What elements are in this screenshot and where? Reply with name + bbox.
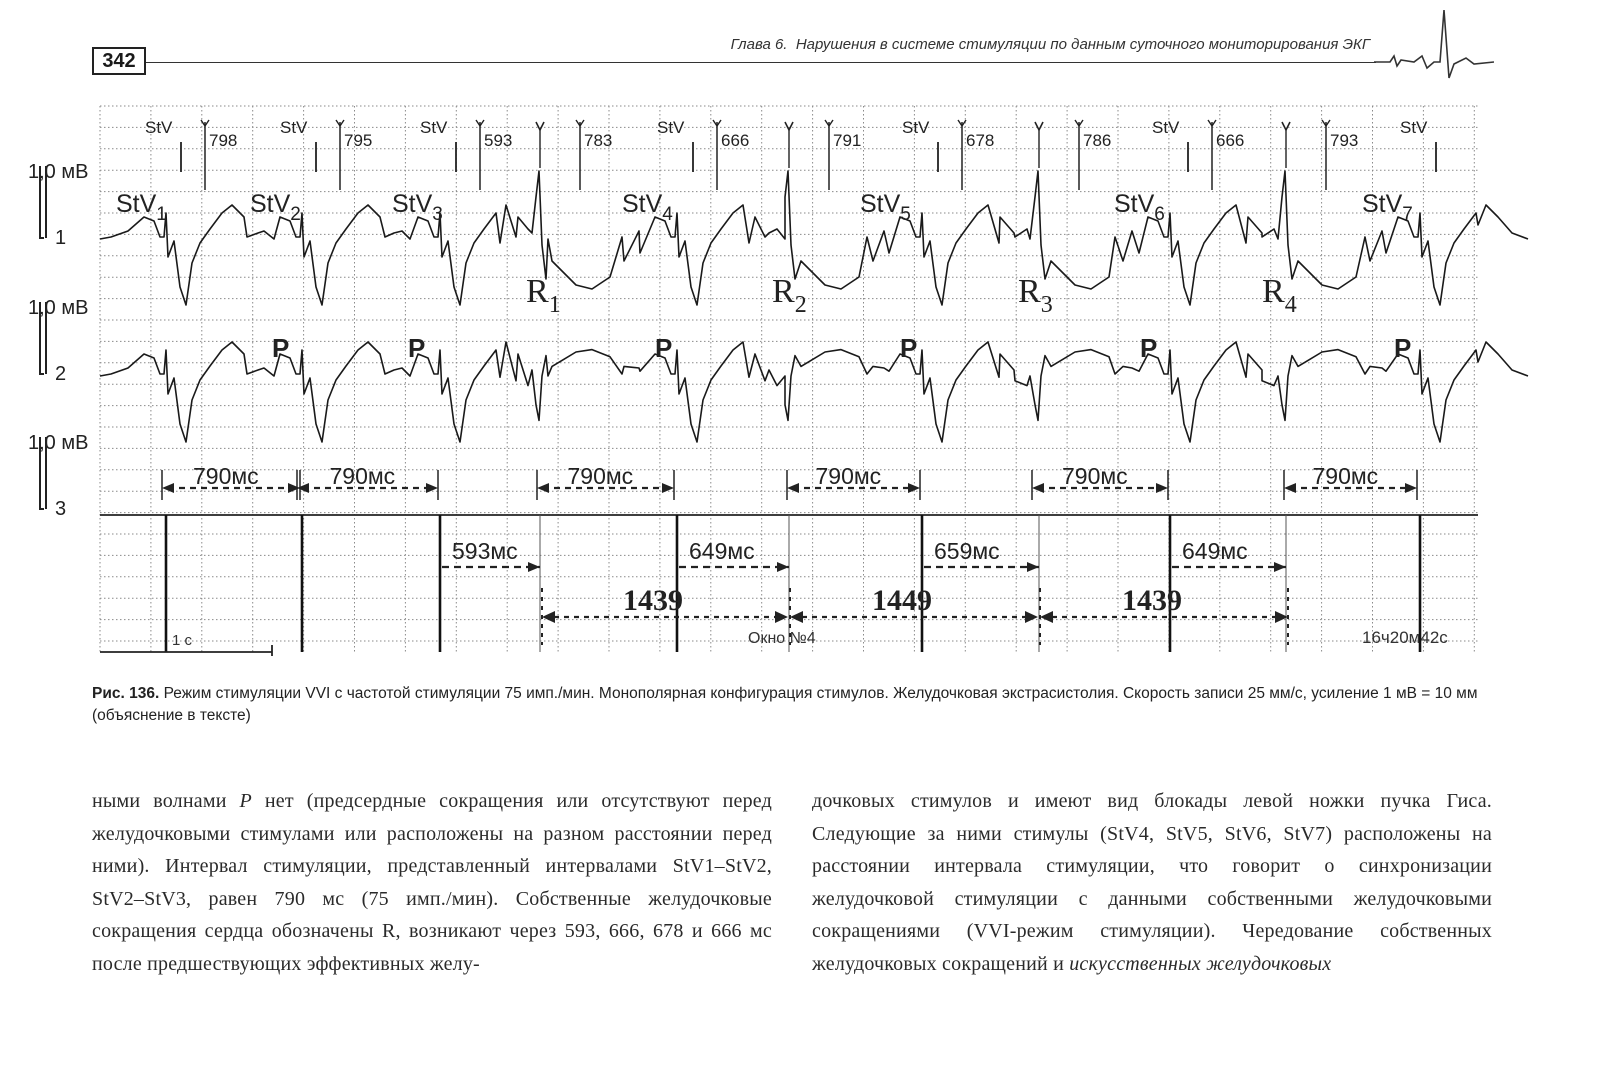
marker-r-symbol <box>536 122 544 130</box>
coupling-interval-head <box>1027 562 1039 572</box>
ecg-channel-1-trace <box>100 171 1528 305</box>
pacing-interval-label: 790мс <box>1062 463 1128 489</box>
scale-label: 1,0 мВ <box>28 297 89 319</box>
p-wave-label: P <box>1394 333 1412 363</box>
marker-stv-label: StV <box>280 118 308 137</box>
marker-r-symbol <box>1282 122 1290 130</box>
marker-stv-label: StV <box>145 118 173 137</box>
stim-label: StV$_1$ <box>116 190 167 225</box>
timestamp-label: 16ч20м42с <box>1362 628 1448 647</box>
channel-number: 3 <box>55 498 67 520</box>
coupling-interval-label: 649мс <box>689 538 755 564</box>
r-label: $R_4$ <box>1262 273 1297 318</box>
r-label: $R_2$ <box>772 273 807 318</box>
body-paragraph-left <box>92 785 772 980</box>
coupling-interval-head <box>528 562 540 572</box>
channel-number: 2 <box>55 363 67 385</box>
sum-interval-head-left <box>1040 611 1053 623</box>
body-text-left-p: P <box>239 790 252 812</box>
sum-interval-label: 1449 <box>872 584 932 617</box>
marker-stv-label: StV <box>902 118 930 137</box>
marker-interval-value: 666 <box>1216 131 1245 150</box>
body-column-left <box>92 785 772 980</box>
pacing-interval-label: 790мс <box>567 463 634 489</box>
marker-interval-value: 798 <box>209 131 238 150</box>
figure-caption <box>92 683 1512 727</box>
pacing-interval-arrow-head-left <box>1032 483 1044 493</box>
r-label: $R_3$ <box>1018 273 1053 318</box>
marker-interval-value: 786 <box>1083 131 1112 150</box>
marker-r-symbol <box>785 122 793 130</box>
sum-interval-head-right <box>775 611 788 623</box>
marker-stv-label: StV <box>1152 118 1180 137</box>
sum-interval-head-left <box>790 611 803 623</box>
body-column-right <box>812 785 1492 980</box>
body-text-right-italic: искусственных желудочковых <box>1069 952 1332 975</box>
page-number: 342 <box>92 47 146 75</box>
marker-interval-value: 666 <box>721 131 750 150</box>
marker-interval-value: 783 <box>584 131 613 150</box>
body-text-left-b: нет (предсердные сокращения или отсутствуют перед желудочковыми стимулами или расположены на разном расстоянии перед ними). Интервал стимуляции, представленный интервалами StV1–StV2, StV2–StV3, равен 790 мс (75 имп./мин). Собственные желудочковые сокращения сердца обозначены R, возникают через 593, 666, 678 и 666 мс после предшествующих эффективных желу- <box>92 790 772 975</box>
marker-interval-value: 791 <box>833 131 862 150</box>
sum-interval-head-left <box>542 611 555 623</box>
p-wave-label: P <box>408 333 426 363</box>
time-scale-label: 1 с <box>172 632 193 649</box>
caption-text: Режим стимуляции VVI с частотой стимуляции 75 имп./мин. Монополярная конфигурация стимулов. Желудочковая экстрасистолия. Скорость записи 25 мм/с, усиление 1 мВ = 10 мм (объяснение в тексте) <box>92 685 1478 724</box>
coupling-interval-label: 593мс <box>452 538 518 564</box>
pacing-interval-arrow-head-left <box>297 483 309 493</box>
marker-stv-label: StV <box>1400 118 1428 137</box>
caption-label: Рис. 136. <box>92 685 160 702</box>
body-text-left-a: ными волнами <box>92 790 240 812</box>
scale-label: 1,0 мВ <box>28 432 89 454</box>
stim-label: StV$_4$ <box>622 190 673 225</box>
pacing-interval-label: 790мс <box>329 463 396 489</box>
coupling-interval-head <box>777 562 789 572</box>
stim-label: StV$_7$ <box>1362 190 1413 225</box>
sum-interval-label: 1439 <box>623 584 683 617</box>
pacing-interval-label: 790мс <box>1312 463 1379 489</box>
chapter-title: Нарушения в системе стимуляции по данным суточного мониторирования ЭКГ <box>795 36 1370 53</box>
window-label: Окно №4 <box>748 630 816 647</box>
marker-r-symbol <box>1035 122 1043 130</box>
p-wave-label: P <box>272 333 290 363</box>
r-label: $R_1$ <box>526 273 561 318</box>
p-wave-label: P <box>1140 333 1158 363</box>
coupling-interval-label: 649мс <box>1182 538 1248 564</box>
p-wave-label: P <box>900 333 918 363</box>
marker-stv-label: StV <box>657 118 685 137</box>
pacing-interval-label: 790мс <box>815 463 882 489</box>
marker-stv-label: StV <box>420 118 448 137</box>
body-text-right-a: дочковых стимулов и имеют вид блокады левой ножки пучка Гиса. Следующие за ними стимулы (StV4, StV5, StV6, StV7) расположены на расстоянии интервала стимуляции, что говорит о синхронизации желудочковой стимуляции с данными собственными желудочковыми сокращениями (VVI-режим стимуляции). Чередование собственных желудочковых сокращений и <box>812 790 1492 975</box>
coupling-interval-label: 659мс <box>934 538 1000 564</box>
body-paragraph-right <box>812 785 1492 980</box>
coupling-interval-head <box>1274 562 1286 572</box>
chapter-label: Глава 6. <box>730 36 788 53</box>
marker-interval-value: 795 <box>344 131 373 150</box>
channel-number: 1 <box>55 227 67 249</box>
pacing-interval-label: 790мс <box>193 463 259 489</box>
ecg-channel-2-trace <box>100 342 1528 442</box>
marker-interval-value: 593 <box>484 131 513 150</box>
pacing-interval-arrow-head-left <box>537 483 549 493</box>
marker-interval-value: 678 <box>966 131 995 150</box>
sum-interval-label: 1439 <box>1122 584 1182 617</box>
sum-interval-head-right <box>1025 611 1038 623</box>
pacing-interval-arrow-head-right <box>1156 483 1168 493</box>
p-wave-label: P <box>655 333 673 363</box>
scale-label: 1,0 мВ <box>28 161 89 183</box>
pacing-interval-arrow-head-right <box>1405 483 1417 493</box>
pacing-interval-arrow-head-left <box>1284 483 1296 493</box>
stim-label: StV$_5$ <box>860 190 911 225</box>
stim-label: StV$_6$ <box>1114 190 1165 225</box>
stim-label: StV$_2$ <box>250 190 301 225</box>
stim-label: StV$_3$ <box>392 190 443 225</box>
marker-interval-value: 793 <box>1330 131 1359 150</box>
